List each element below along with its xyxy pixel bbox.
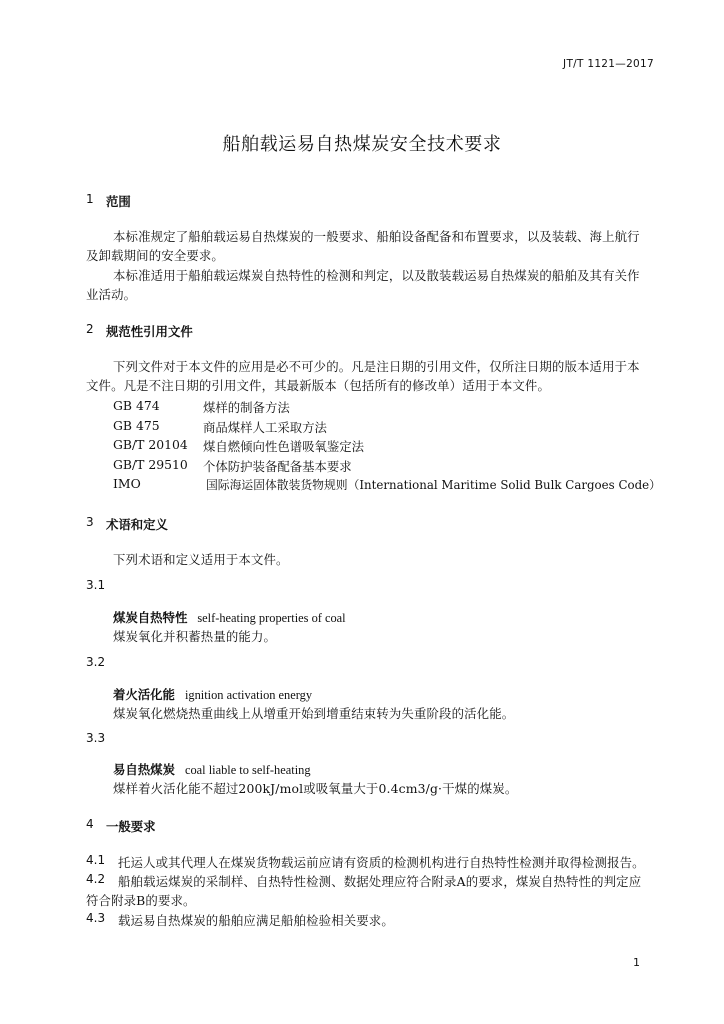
section-1-paragraph-1-line-2: 及卸载期间的安全要求。 [86, 248, 224, 263]
clause-number: 4.2 [86, 872, 106, 886]
clause-text: 托运人或其代理人在煤炭货物载运前应请有资质的检测机构进行自热特性检测并取得检测报告。 [118, 855, 645, 870]
clause-number: 4.3 [86, 911, 106, 925]
term-english: self-heating properties of coal [197, 611, 346, 625]
reference-code: GB/T 29510 [113, 457, 188, 472]
page-number: 1 [633, 956, 640, 969]
term-english: ignition activation energy [184, 688, 313, 702]
term-number: 3.1 [86, 578, 106, 592]
reference-code: GB/T 20104 [113, 437, 188, 452]
reference-title: 商品煤样人工采取方法 [203, 420, 327, 435]
term-heading [113, 685, 312, 703]
section-4-title: 一般要求 [106, 819, 156, 834]
clause-text-continued: 符合附录B的要求。 [86, 893, 196, 908]
standard-code: JT/T 1121—2017 [563, 58, 654, 70]
reference-title: 煤自燃倾向性色谱吸氧鉴定法 [203, 439, 365, 454]
clause-text: 载运易自热煤炭的船舶应满足船舶检验相关要求。 [118, 913, 394, 928]
section-1-title: 范围 [106, 194, 131, 209]
term-english: coal liable to self-heating [184, 763, 311, 777]
term-chinese: 易自热煤炭 [113, 762, 175, 777]
section-1-paragraph-2-line-2: 业活动。 [86, 287, 137, 302]
clause-text: 船舶载运煤炭的采制样、自热特性检测、数据处理应符合附录A的要求，煤炭自热特性的判定应 [118, 874, 642, 889]
document-title: 船舶载运易自热煤炭安全技术要求 [222, 134, 502, 155]
term-definition: 煤样着火活化能不超过200kJ/mol或吸氧量大于0.4cm3/g·干煤的煤炭。 [113, 781, 518, 796]
section-2-title: 规范性引用文件 [106, 324, 193, 339]
reference-code: GB 474 [113, 398, 160, 413]
reference-title: 煤样的制备方法 [203, 400, 290, 415]
term-chinese: 着火活化能 [113, 687, 175, 702]
reference-code: IMO [113, 476, 141, 491]
term-number: 3.2 [86, 655, 106, 669]
section-4-number: 4 [86, 817, 94, 831]
section-1-paragraph-1-line-1: 本标准规定了船舶载运易自热煤炭的一般要求、船舶设备配备和布置要求，以及装载、海上航行 [113, 229, 640, 244]
section-1-number: 1 [86, 192, 94, 206]
section-3-title: 术语和定义 [106, 517, 168, 532]
reference-title: 个体防护装备配备基本要求 [203, 459, 352, 474]
term-chinese: 煤炭自热特性 [113, 610, 188, 625]
section-2-number: 2 [86, 322, 94, 336]
section-1-paragraph-2-line-1: 本标准适用于船舶载运煤炭自热特性的检测和判定，以及散装载运易自热煤炭的船舶及其有关作 [113, 268, 640, 283]
term-heading [113, 760, 311, 778]
term-definition: 煤炭氧化燃烧热重曲线上从增重开始到增重结束转为失重阶段的活化能。 [113, 706, 515, 721]
clause-number: 4.1 [86, 853, 106, 867]
section-2-intro-line-2: 文件。凡是不注日期的引用文件，其最新版本（包括所有的修改单）适用于本文件。 [86, 378, 551, 393]
reference-code: GB 475 [113, 418, 160, 433]
term-heading [113, 608, 346, 626]
term-definition: 煤炭氧化并积蓄热量的能力。 [113, 629, 277, 644]
section-2-intro-line-1: 下列文件对于本文件的应用是必不可少的。凡是注日期的引用文件，仅所注日期的版本适用于本 [113, 359, 640, 374]
reference-title: 国际海运固体散装货物规则（International Maritime Solid Bulk Cargoes Code） [206, 478, 661, 492]
section-3-number: 3 [86, 515, 94, 529]
section-3-intro: 下列术语和定义适用于本文件。 [113, 552, 289, 567]
term-number: 3.3 [86, 731, 106, 745]
